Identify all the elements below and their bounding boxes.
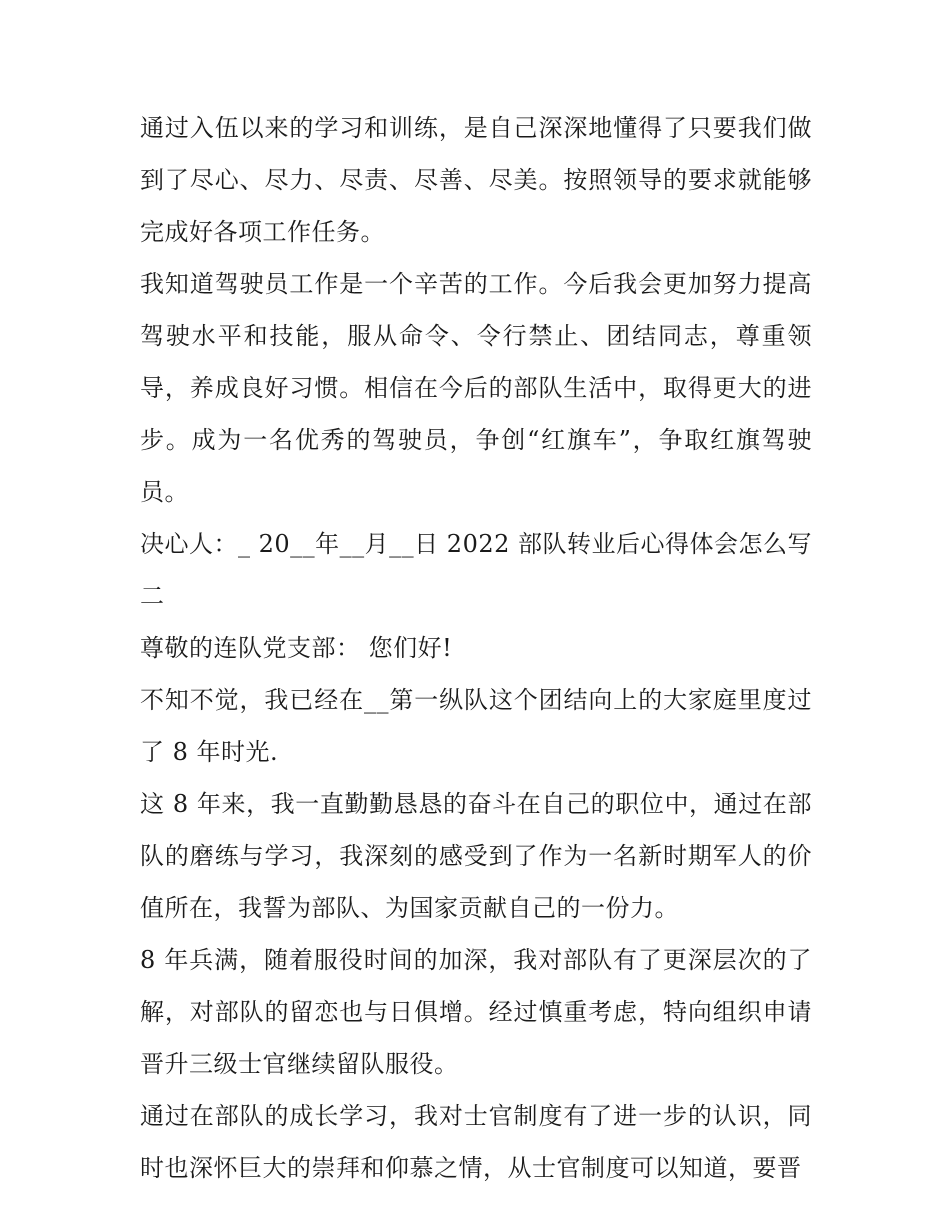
paragraph-3: 决心人：_ 20__年__月__日 2022 部队转业后心得体会怎么写二 (140, 530, 813, 610)
paragraph-5: 不知不觉，我已经在__第一纵队这个团结向上的大家庭里度过了 8 年时光. (140, 686, 812, 766)
document-body (140, 102, 812, 1194)
paragraph-4: 尊敬的连队党支部： 您们好! (140, 634, 453, 662)
paragraph-8: 通过在部队的成长学习，我对士官制度有了进一步的认识，同时也深怀巨大的崇拜和仰慕之情，从士官制度可以知道，要晋 (140, 1102, 812, 1182)
paragraph-7: 8 年兵满，随着服役时间的加深，我对部队有了更深层次的了解，对部队的留恋也与日俱增。经过慎重考虑，特向组织申请晋升三级士官继续留队服役。 (140, 946, 812, 1078)
paragraph-6: 这 8 年来，我一直勤勤恳恳的奋斗在自己的职位中，通过在部队的磨练与学习，我深刻的感受到了作为一名新时期军人的价值所在，我誓为部队、为国家贡献自己的一份力。 (140, 790, 812, 922)
paragraph-2: 我知道驾驶员工作是一个辛苦的工作。今后我会更加努力提高驾驶水平和技能，服从命令、令行禁止、团结同志，尊重领导，养成良好习惯。相信在今后的部队生活中，取得更大的进步。成为一名优秀的驾驶员，争创“红旗车”，争取红旗驾驶员。 (140, 270, 812, 506)
paragraph-1: 通过入伍以来的学习和训练，是自己深深地懂得了只要我们做到了尽心、尽力、尽责、尽善、尽美。按照领导的要求就能够完成好各项工作任务。 (140, 114, 812, 246)
